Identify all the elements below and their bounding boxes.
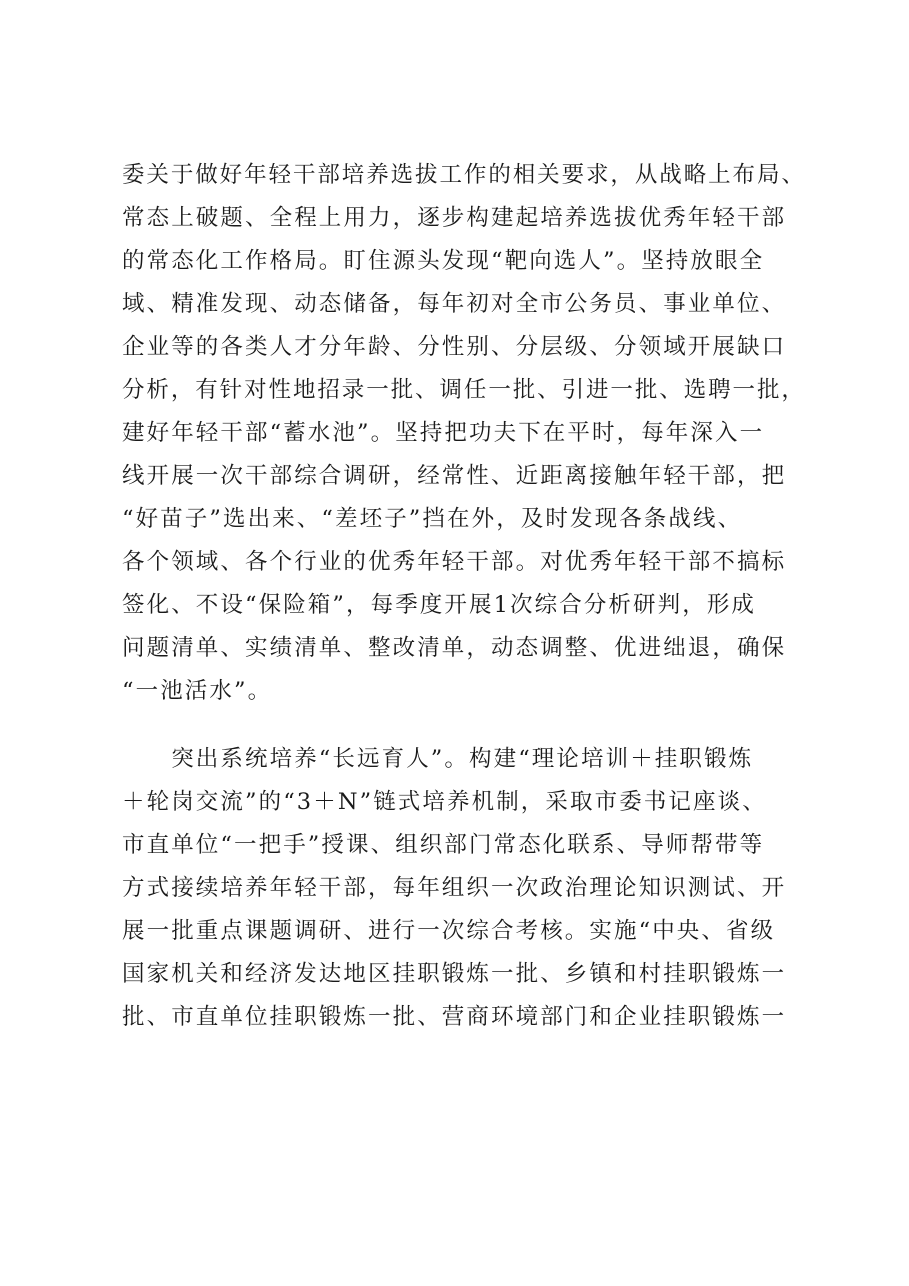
text-line: 突出系统培养“长远育人”。构建“理论培训＋挂职锻炼 bbox=[122, 746, 754, 772]
text-line: 签化、不设“保险箱”，每季度开展1次综合分析研判，形成 bbox=[122, 592, 757, 618]
text-line: 国家机关和经济发达地区挂职锻炼一批、乡镇和村挂职锻炼一 bbox=[122, 961, 787, 987]
text-line: 批、市直单位挂职锻炼一批、营商环境部门和企业挂职锻炼一 bbox=[122, 1004, 787, 1030]
text-line: 市直单位“一把手”授课、组织部门常态化联系、导师帮带等 bbox=[122, 832, 765, 858]
text-line: 分析，有针对性地招录一批、调任一批、引进一批、选聘一批， bbox=[122, 377, 806, 403]
text-line: 企业等的各类人才分年龄、分性别、分层级、分领域开展缺口 bbox=[122, 334, 787, 360]
text-line: 委关于做好年轻干部培养选拔工作的相关要求，从战略上布局、 bbox=[122, 162, 806, 188]
text-line: 展一批重点课题调研、进行一次综合考核。实施“中央、省级 bbox=[122, 918, 776, 944]
text-line: 域、精准发现、动态储备，每年初对全市公务员、事业单位、 bbox=[122, 291, 787, 317]
text-line: ＋轮岗交流”的“3＋N”链式培养机制，采取市委书记座谈、 bbox=[122, 789, 767, 815]
text-line: 方式接续培养年轻干部，每年组织一次政治理论知识测试、开 bbox=[122, 875, 787, 901]
text-line: 线开展一次干部综合调研，经常性、近距离接触年轻干部，把 bbox=[122, 463, 787, 489]
text-line: “一池活水”。 bbox=[122, 678, 273, 704]
text-line: 各个领域、各个行业的优秀年轻干部。对优秀年轻干部不搞标 bbox=[122, 549, 787, 575]
text-line: “好苗子”选出来、“差坯子”挡在外，及时发现各条战线、 bbox=[122, 506, 743, 532]
text-line: 建好年轻干部“蓄水池”。坚持把功夫下在平时，每年深入一 bbox=[122, 420, 765, 446]
text-line: 问题清单、实绩清单、整改清单，动态调整、优进绌退，确保 bbox=[122, 635, 787, 661]
text-line: 常态上破题、全程上用力，逐步构建起培养选拔优秀年轻干部 bbox=[122, 205, 787, 231]
text-line: 的常态化工作格局。盯住源头发现“靶向选人”。坚持放眼全 bbox=[122, 248, 765, 274]
